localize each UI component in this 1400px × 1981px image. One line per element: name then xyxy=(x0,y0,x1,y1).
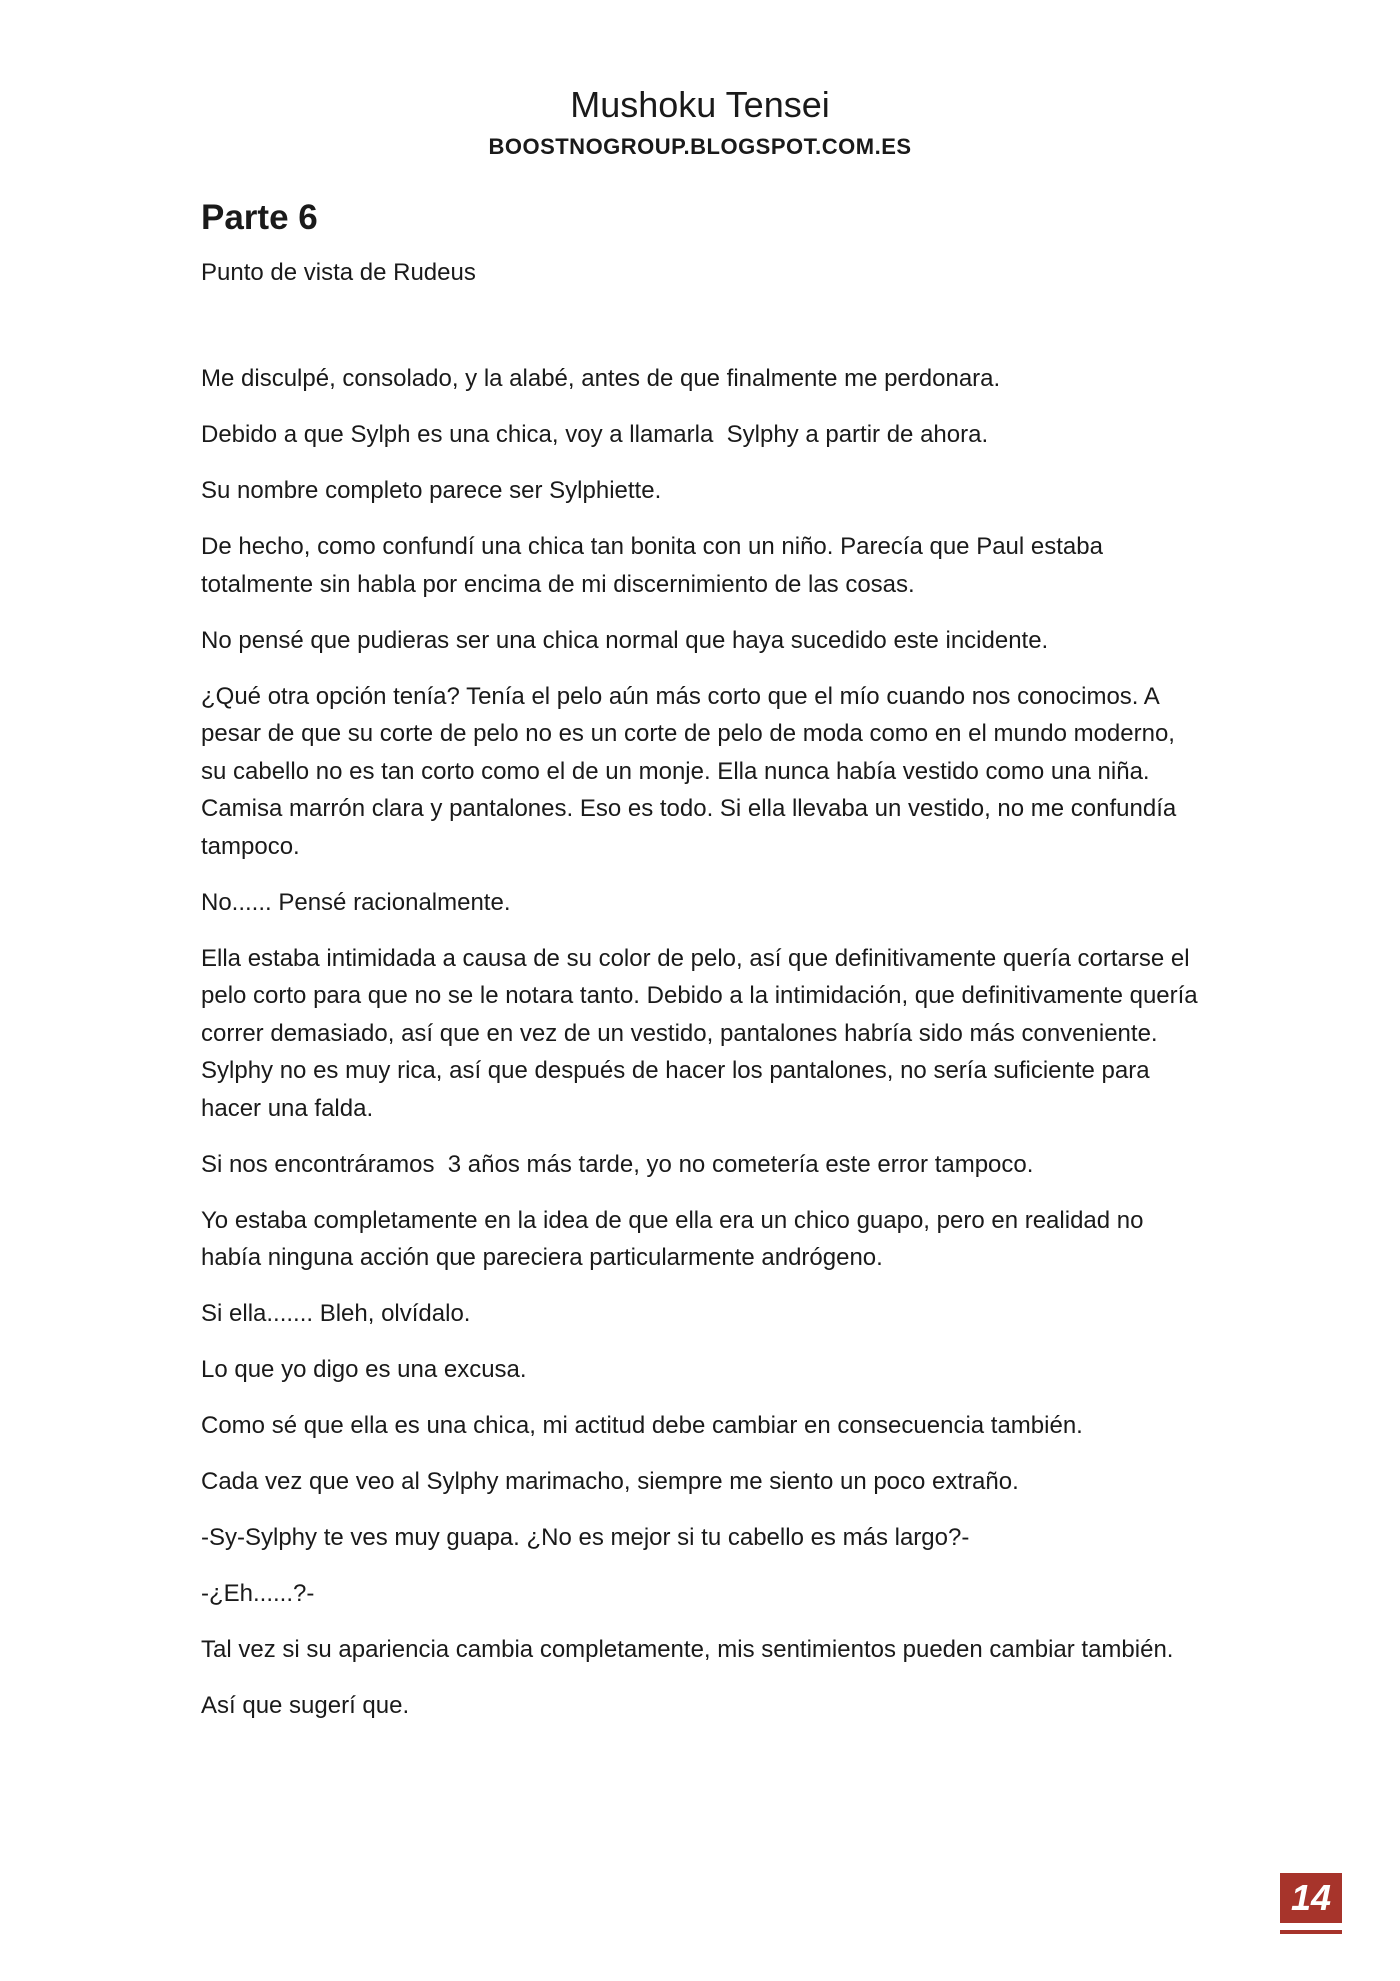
page-header xyxy=(0,84,1400,160)
paragraph: Debido a que Sylph es una chica, voy a llamarla Sylphy a partir de ahora. xyxy=(201,421,989,448)
paragraph: No pensé que pudieras ser una chica normal que haya sucedido este incidente. xyxy=(201,626,1049,654)
paragraph: Yo estaba completamente en la idea de que ella era un chico guapo, pero en realidad no había ninguna acción que pareciera particularmente andrógeno. xyxy=(201,1206,1151,1271)
point-of-view-label: Punto de vista de Rudeus xyxy=(201,259,476,286)
page-content xyxy=(201,196,1205,1743)
paragraph: No...... Pensé racionalmente. xyxy=(201,888,511,916)
header-subtitle: BOOSTNOGROUP.BLOGSPOT.COM.ES xyxy=(488,134,912,159)
paragraph: -Sy-Sylphy te ves muy guapa. ¿No es mejor si tu cabello es más largo?- xyxy=(201,1524,970,1551)
paragraph: Su nombre completo parece ser Sylphiette. xyxy=(201,477,662,504)
paragraph: -¿Eh......?- xyxy=(201,1580,315,1607)
paragraph-list xyxy=(201,360,1205,1725)
paragraph: Cada vez que veo al Sylphy marimacho, siempre me siento un poco extraño. xyxy=(201,1468,1019,1495)
paragraph: Si nos encontráramos 3 años más tarde, yo no cometería este error tampoco. xyxy=(201,1150,1034,1178)
paragraph: ¿Qué otra opción tenía? Tenía el pelo aún más corto que el mío cuando nos conocimos. A pesar de que su corte de pelo no es un corte de pelo de moda como en el mundo moderno, su cabello no es tan corto como el de un monje. Ella nunca había vestido como una niña. Camisa marrón clara y pantalones. Eso es todo. Si ella llevaba un vestido, no me confundía tampoco. xyxy=(201,682,1183,860)
paragraph: Tal vez si su apariencia cambia completamente, mis sentimientos pueden cambiar también. xyxy=(201,1636,1174,1663)
section-title: Parte 6 xyxy=(201,198,318,237)
paragraph: Como sé que ella es una chica, mi actitud debe cambiar en consecuencia también. xyxy=(201,1412,1083,1439)
paragraph: Ella estaba intimidada a causa de su color de pelo, así que definitivamente quería cortarse el pelo corto para que no se le notara tanto. Debido a la intimidación, que definitivamente quería correr demasiado, así que en vez de un vestido, pantalones habría sido más conveniente. Sylphy no es muy rica, así que después de hacer los pantalones, no sería suficiente para hacer una falda. xyxy=(201,944,1205,1122)
paragraph: Si ella....... Bleh, olvídalo. xyxy=(201,1300,471,1327)
page-number-badge: 14 xyxy=(1280,1873,1342,1923)
paragraph: Lo que yo digo es una excusa. xyxy=(201,1356,527,1383)
paragraph: De hecho, como confundí una chica tan bonita con un niño. Parecía que Paul estaba totalmente sin habla por encima de mi discernimiento de las cosas. xyxy=(201,533,1110,598)
paragraph: Así que sugerí que. xyxy=(201,1692,410,1719)
paragraph: Me disculpé, consolado, y la alabé, antes de que finalmente me perdonara. xyxy=(201,365,1001,392)
header-title: Mushoku Tensei xyxy=(570,84,830,125)
page-number-underline xyxy=(1280,1930,1342,1934)
